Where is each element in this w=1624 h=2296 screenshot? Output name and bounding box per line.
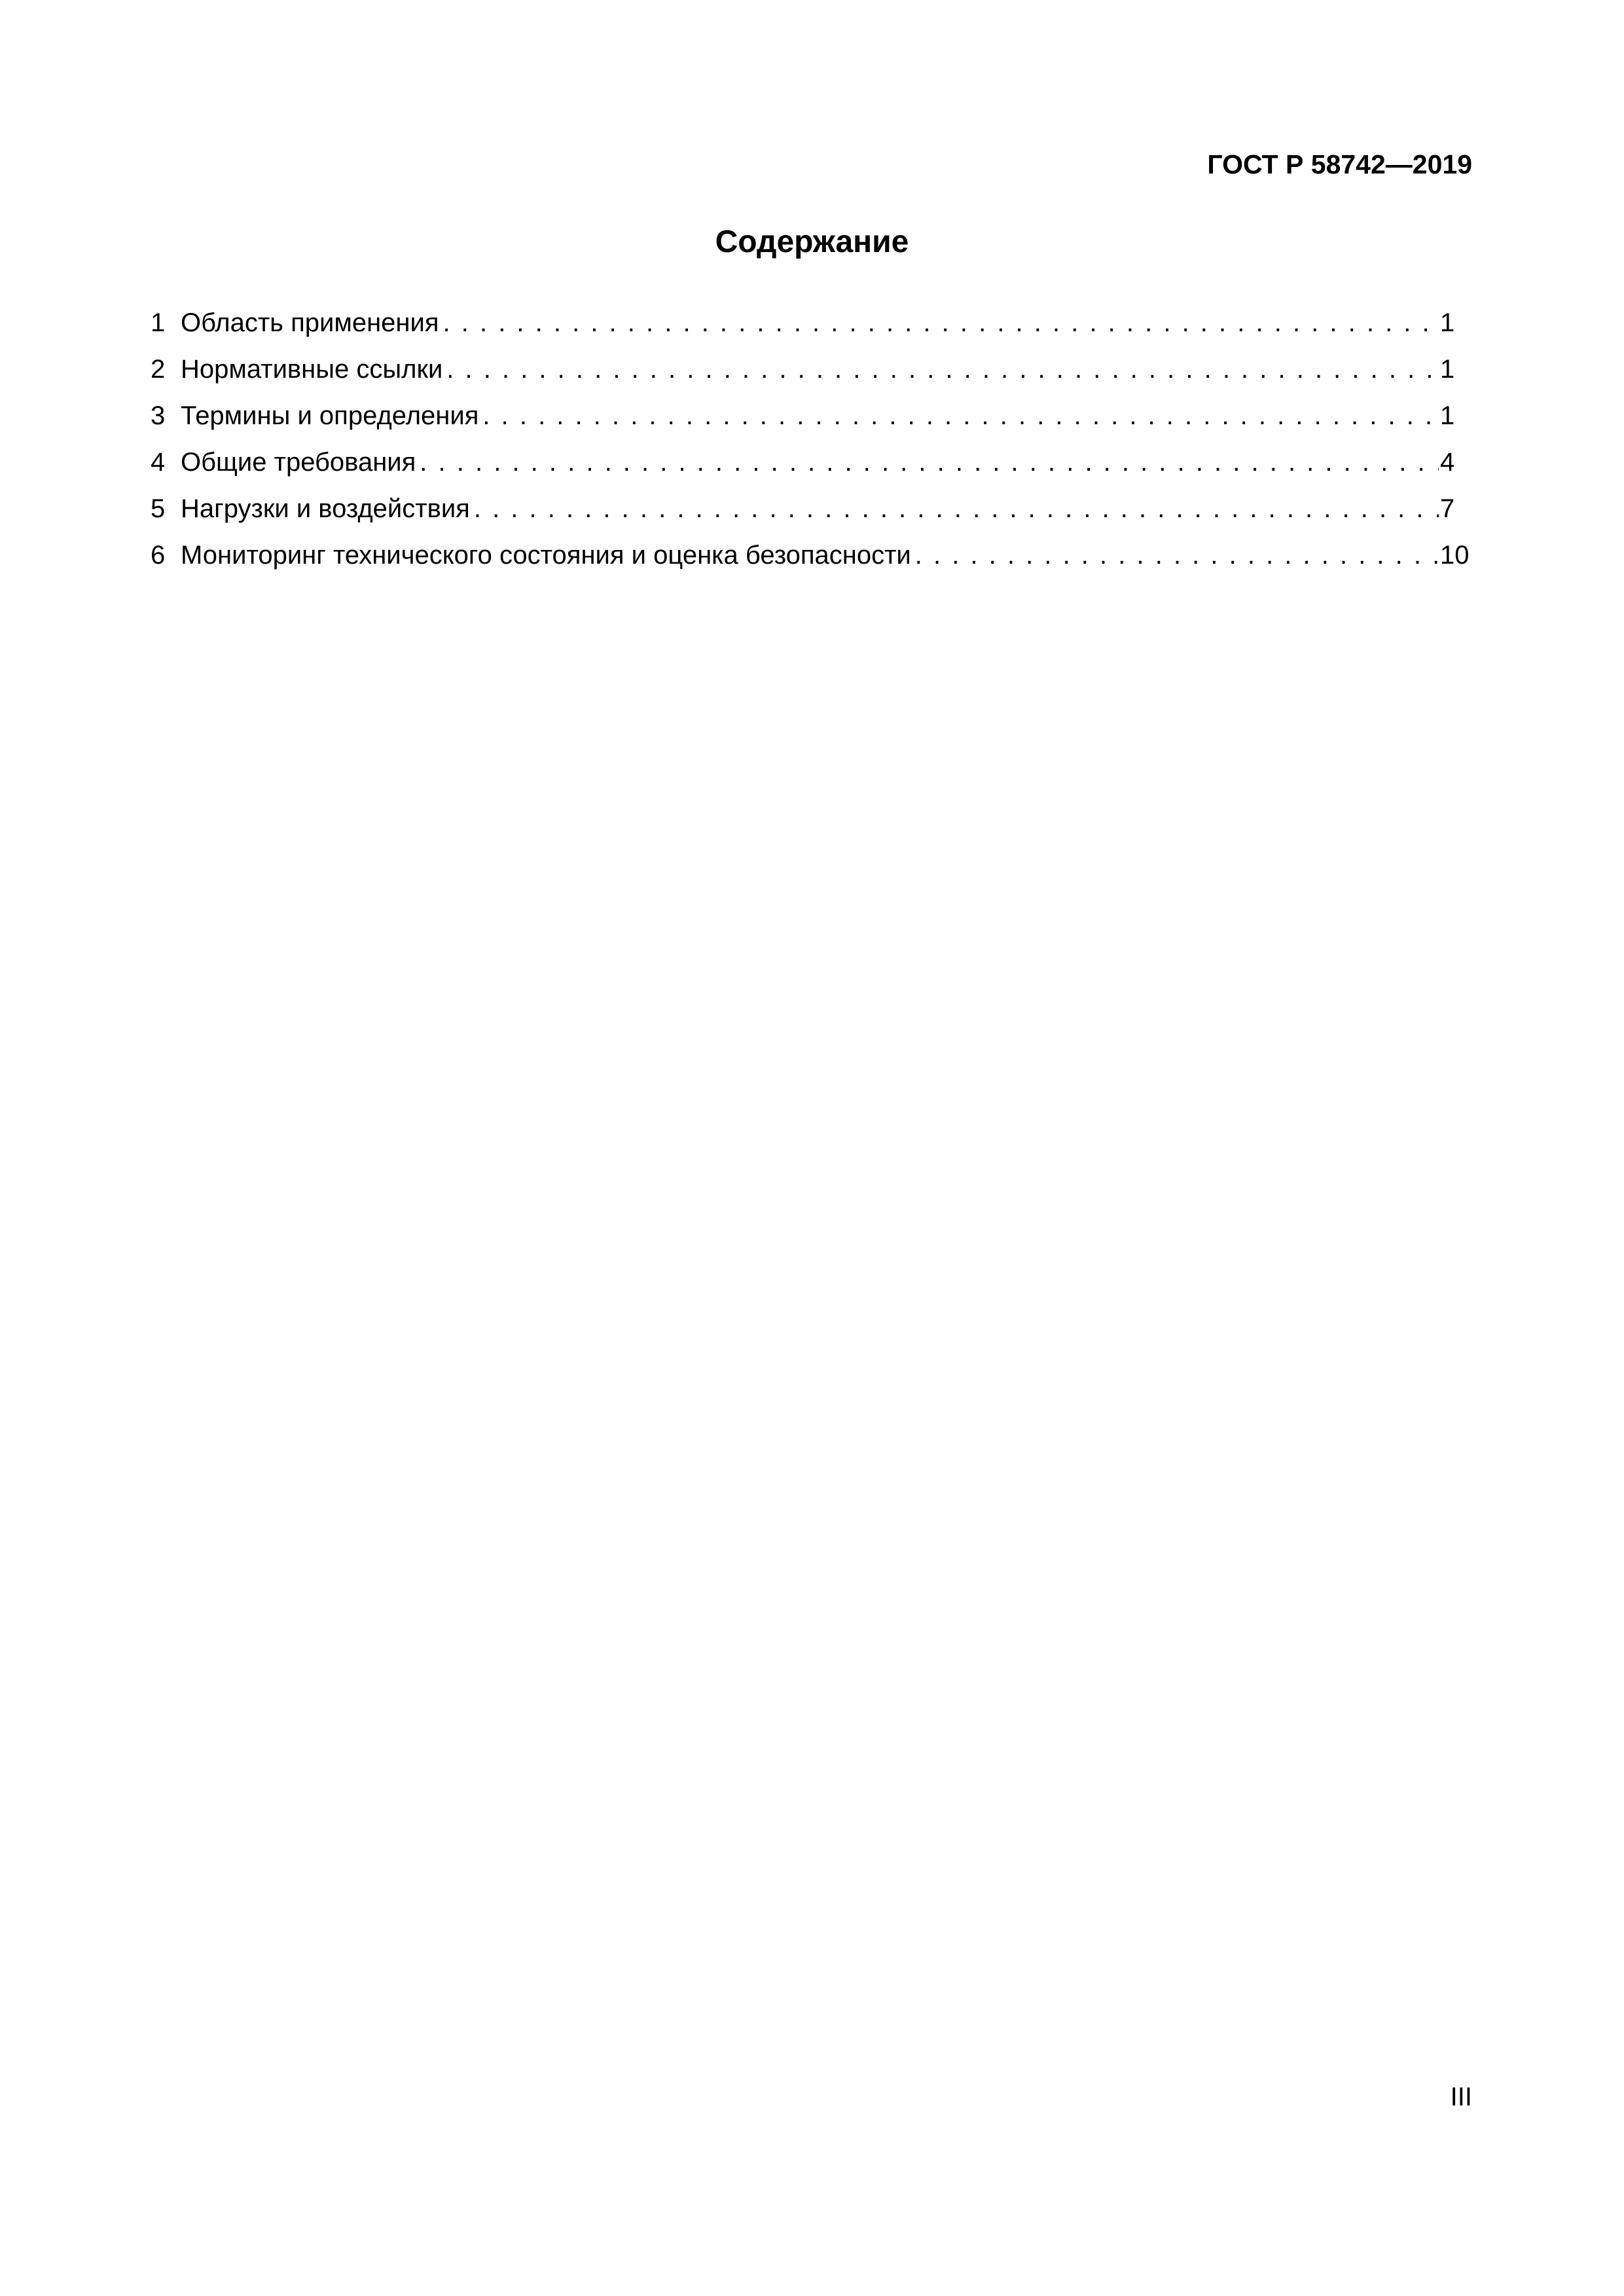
toc-dot-leader (482, 399, 1439, 432)
toc-item-number: 5 (151, 494, 166, 523)
toc-item-label: Общие требования (181, 448, 416, 477)
toc-item-label: Мониторинг технического состояния и оценка безопасности (181, 541, 911, 570)
toc-item-label: Нормативные ссылки (181, 355, 443, 384)
toc-item-number: 4 (151, 448, 166, 477)
toc-title: Содержание (715, 225, 909, 259)
toc-item-number: 3 (151, 401, 166, 430)
toc-item-label: Нагрузки и воздействия (181, 494, 470, 523)
toc-item-label: Термины и определения (181, 401, 479, 430)
document-code: ГОСТ Р 58742—2019 (1207, 149, 1472, 179)
toc-item-page: 1 (1440, 308, 1455, 337)
toc-item[interactable] (151, 492, 1471, 539)
toc-dot-leader (420, 446, 1439, 479)
table-of-contents (151, 306, 1471, 585)
toc-dot-leader (915, 539, 1439, 572)
toc-item-page: 1 (1440, 355, 1455, 384)
toc-item-number: 1 (151, 308, 166, 337)
toc-item-page: 7 (1440, 494, 1455, 523)
toc-item-page: 4 (1440, 448, 1455, 477)
toc-item-number: 6 (151, 541, 166, 570)
toc-item[interactable] (151, 306, 1471, 353)
toc-item[interactable] (151, 399, 1471, 446)
toc-item[interactable] (151, 446, 1471, 492)
toc-item-page: 1 (1440, 401, 1455, 430)
page-number: III (1450, 2083, 1472, 2111)
toc-item-page: 10 (1440, 541, 1470, 570)
toc-item[interactable] (151, 353, 1471, 399)
toc-dot-leader (446, 353, 1439, 386)
toc-dot-leader (474, 492, 1439, 525)
toc-item[interactable] (151, 539, 1471, 585)
toc-dot-leader (443, 306, 1439, 339)
toc-item-label: Область применения (181, 308, 439, 337)
toc-item-number: 2 (151, 355, 166, 384)
